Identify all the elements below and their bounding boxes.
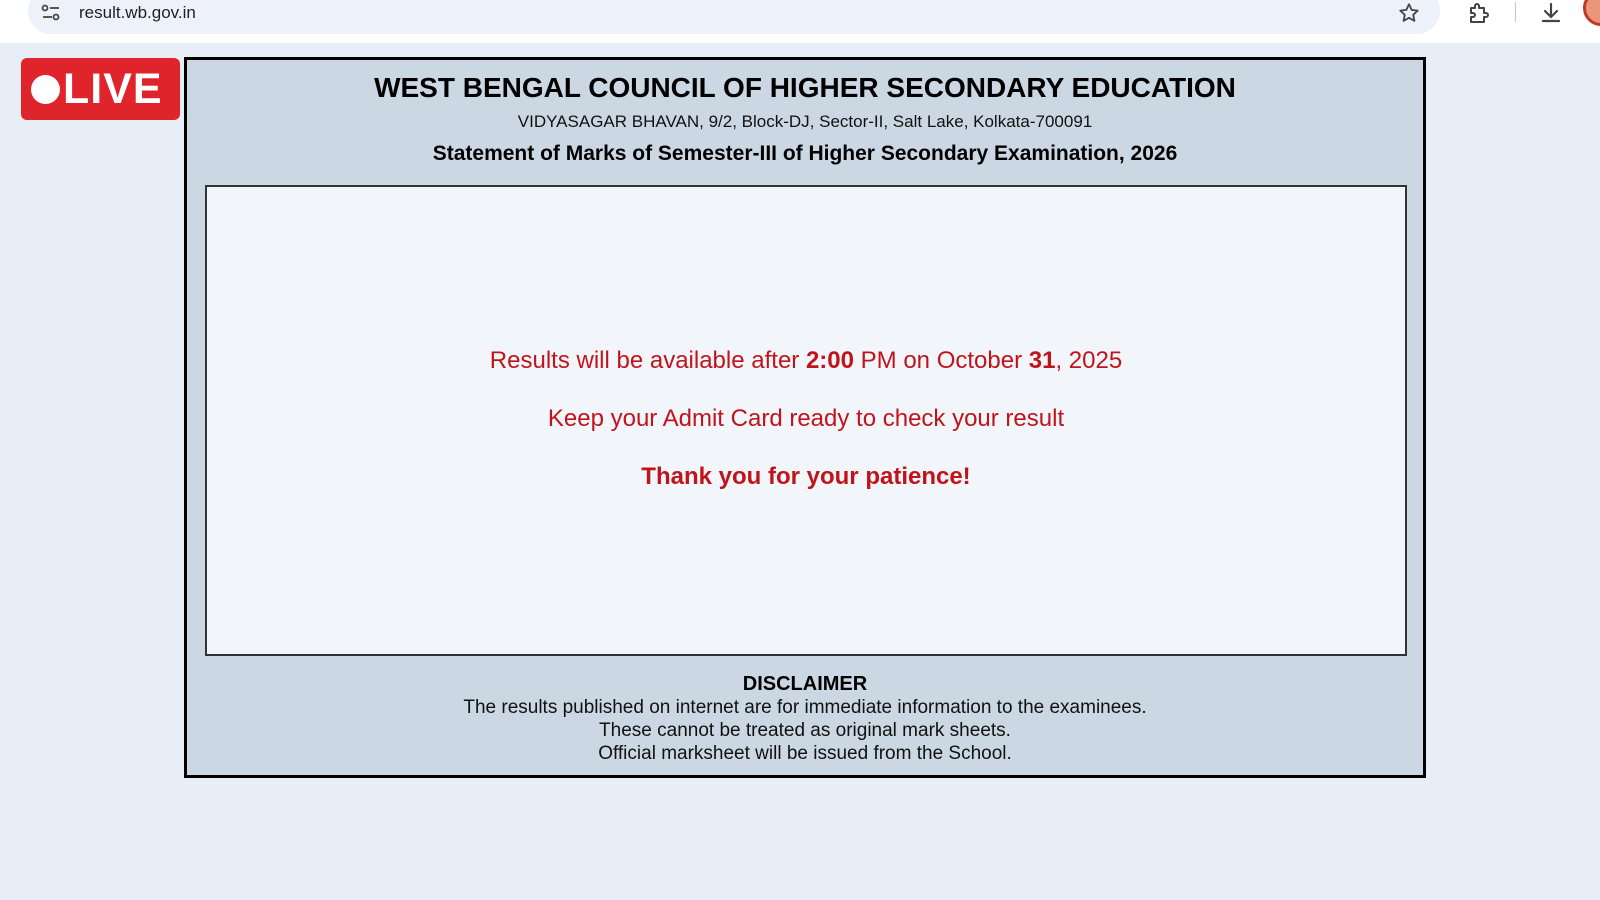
star-icon[interactable]	[1396, 0, 1422, 26]
profile-avatar[interactable]	[1583, 0, 1600, 26]
url-text[interactable]: result.wb.gov.in	[79, 3, 196, 22]
disclaimer-line: Official marksheet will be issued from the School.	[598, 743, 1012, 764]
availability-notice: Results will be available after 2:00 PM on October 31, 2025	[489, 347, 1123, 374]
admit-card-notice: Keep your Admit Card ready to check your result	[547, 405, 1065, 432]
disclaimer-line: The results published on internet are for immediate information to the examinees.	[463, 697, 1147, 718]
disclaimer-title: DISCLAIMER	[742, 673, 868, 695]
extensions-icon[interactable]	[1466, 0, 1492, 26]
thank-you-message: Thank you for your patience!	[641, 463, 971, 490]
council-address: VIDYASAGAR BHAVAN, 9/2, Block-DJ, Sector-II, Salt Lake, Kolkata-700091	[517, 112, 1093, 131]
live-badge	[21, 58, 180, 120]
result-panel	[184, 57, 1426, 778]
site-info-icon[interactable]	[40, 2, 62, 24]
notice-box	[205, 185, 1407, 656]
statement-heading: Statement of Marks of Semester-III of Higher Secondary Examination, 2026	[432, 142, 1178, 165]
download-icon[interactable]	[1538, 0, 1564, 26]
toolbar-separator	[1515, 2, 1516, 22]
page-title: WEST BENGAL COUNCIL OF HIGHER SECONDARY EDUCATION	[374, 72, 1236, 103]
live-dot-icon	[31, 75, 60, 104]
disclaimer-line: These cannot be treated as original mark sheets.	[599, 720, 1011, 741]
address-bar[interactable]	[28, 0, 1440, 34]
live-label: LIVE	[63, 64, 163, 113]
browser-toolbar	[0, 0, 1600, 43]
